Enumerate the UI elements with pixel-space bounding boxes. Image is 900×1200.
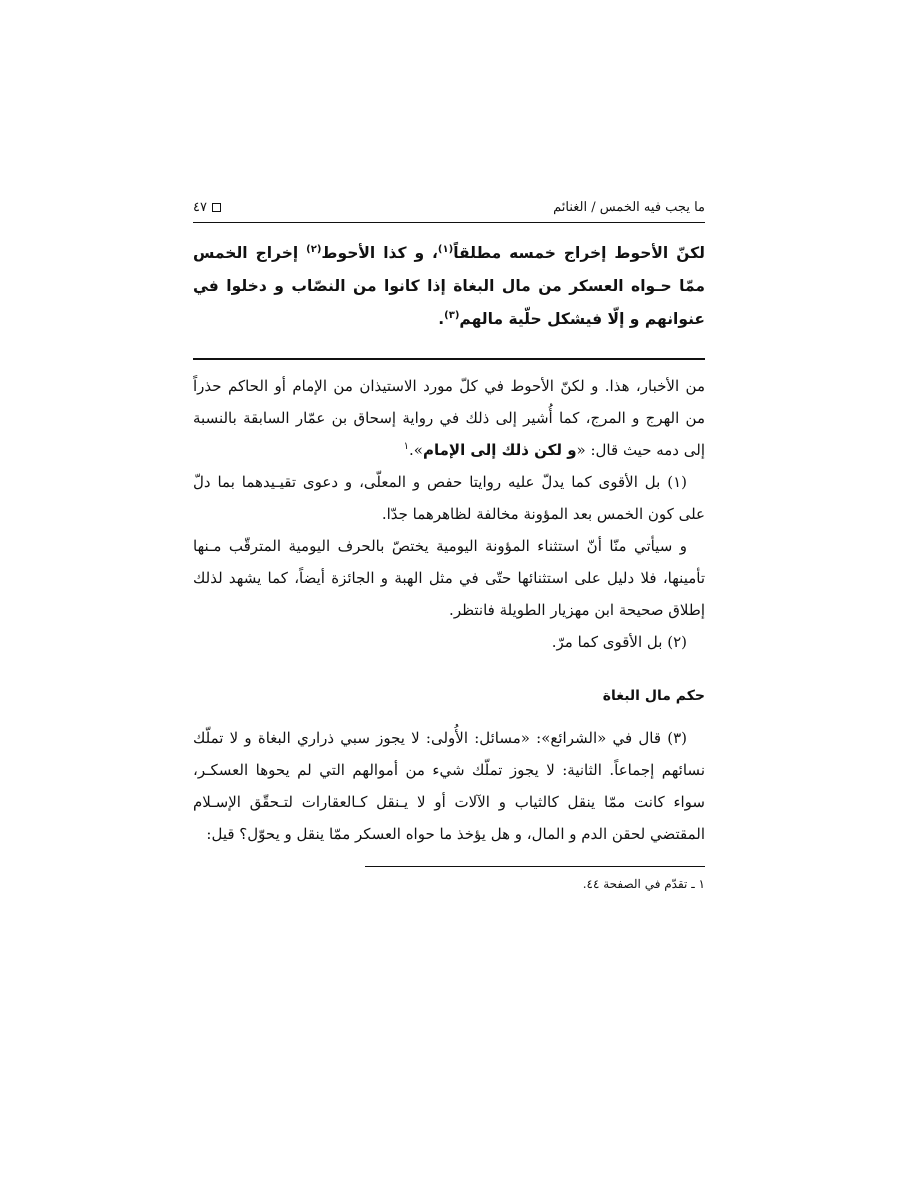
note-continued-text: من الأخبار، هذا. و لكنّ الأحوط في كلّ مورد الاستيذان من الإمام أو الحاكم حذراً من الهرج و المرج، كما أُشير إلى ذلك في رواية إسحاق بن عمّار السابقة بالنسبة إلى دمه حيث قال: « (193, 377, 705, 459)
running-header (193, 196, 705, 223)
book-page (193, 196, 705, 891)
notes-divider (193, 358, 705, 360)
footnote: ١ ـ تقدّم في الصفحة ٤٤. (582, 877, 705, 891)
note-continued-ref: ١ (403, 441, 410, 452)
section-heading: حكم مال البغاة (602, 688, 705, 704)
main-text-part-4: . (438, 310, 445, 328)
main-text-part-3: إخراج الخمس ممّا حـواه العسكر من مال البغاة إذا كانوا من النصّاب و دخلوا في عنوانهم و إلّا فيشكل حلّية مالهم (193, 244, 705, 328)
note-continued (193, 370, 705, 466)
square-icon (212, 203, 221, 212)
note-continued-quote: و لكن ذلك إلى الإمام (422, 441, 577, 459)
main-ref-3: (٣) (444, 309, 460, 321)
note-1: (١) بل الأقوى كما يدلّ عليه روايتا حفص و المعلّى، و دعوى تقيـيدهما بما دلّ على كون الخمس بعد المؤونة مخالفة لظاهرهما جدّا. (193, 473, 705, 523)
section-body (193, 722, 705, 850)
main-text-part-2: ، و كذا الأحوط (321, 244, 438, 262)
note-1-continued: و سيأتي منّا أنّ استثناء المؤونة اليومية يختصّ بالحرف اليومية المترقّب مـنها تأمينها، فلا دليل على استثنائها حتّى في مثل الهبة و الجائزة أيضاً، كما يشهد لذلك إطلاق صحيحة ابن مهزيار الطويلة فانتظر. (193, 537, 705, 619)
section-paragraph: (٣) قال في «الشرائع»: «مسائل: الأُولى: لا يجوز سبي ذراري البغاة و لا تملّك نسائهم إجماعاً. الثانية: لا يجوز تملّك شيء من أموالهم التي لم يحوها العسكـر، سواء كانت ممّا ينقل كالثياب و الآلات أو لا يـنقل كـالعقارات لتـحقّق الإسـلام المقتضي لحقن الدم و المال، و هل يؤخذ ما حواه العسكر ممّا ينقل و يحوّل؟ قيل: (193, 729, 705, 843)
page-number (193, 200, 221, 215)
main-ref-1: (١) (437, 243, 454, 255)
main-text (193, 237, 705, 336)
header-title: ما يجب فيه الخمس / الغنائم (553, 199, 705, 215)
note-continued-end: ». (409, 441, 423, 459)
main-ref-2: (٢) (306, 243, 322, 255)
main-text-part-1: لكنّ الأحوط إخراج خمسه مطلقاً (453, 244, 705, 262)
page-number-value: ٤٧ (193, 199, 207, 215)
notes (193, 370, 705, 658)
note-2: (٢) بل الأقوى كما مرّ. (551, 633, 687, 651)
footnote-divider (365, 866, 705, 867)
